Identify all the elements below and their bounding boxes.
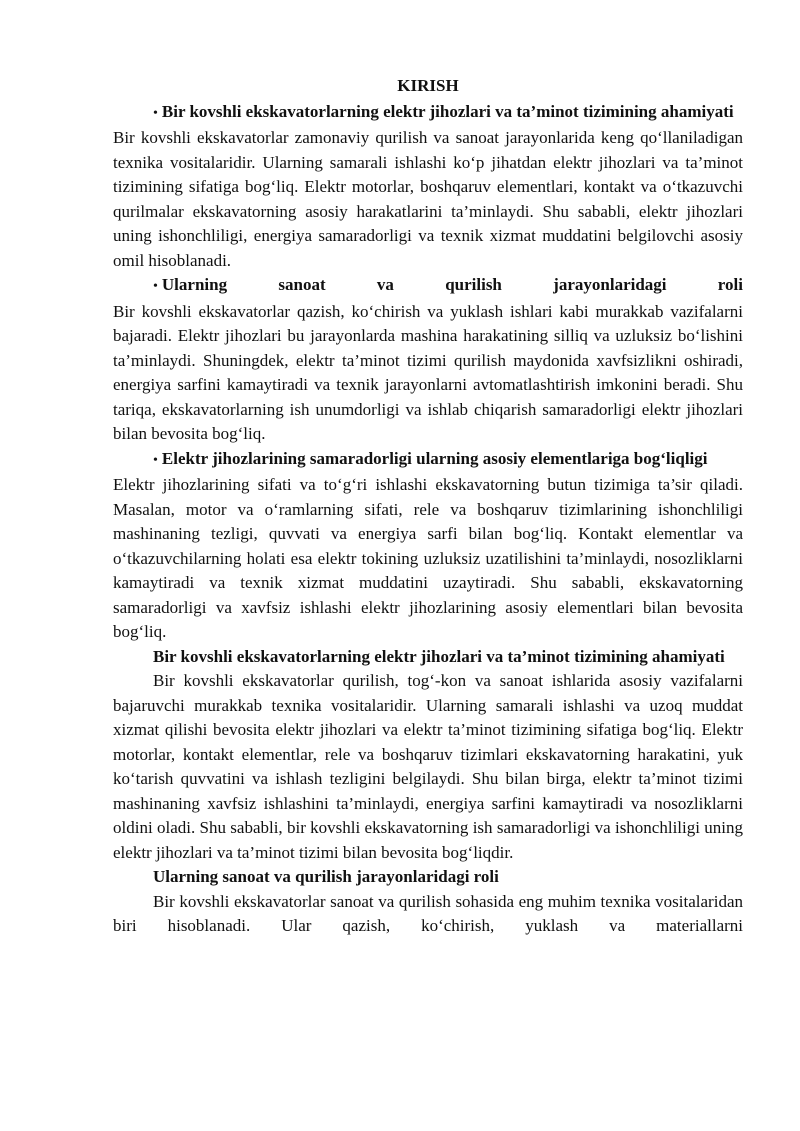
section-body-2: Bir kovshli ekskavatorlar qazish, ko‘chirish va yuklash ishlari kabi murakkab vazifalarni bajaradi. Elektr jihozlari bu jarayonlarda mashina harakatining silliq va uzluksiz bo‘lishini ta’minlaydi. Shuningdek, elektr ta’minot tizimi qurilish maydonida xavfsizlikni oshiradi, energiya sarfini kamaytiradi va texnik jarayonlarni avtomatlashtirish imkonini beradi. Shu tariqa, ekskavatorlarning ish unumdorligi va ishlab chiqarish samaradorligi elektr jihozlari bilan bevosita bog‘liq.	[113, 301, 743, 443]
subsection-heading-1: Bir kovshli ekskavatorlarning elektr jihozlari va ta’minot tizimining ahamiyati	[153, 646, 725, 666]
section-heading-2: • Ularning sanoat va qurilish jarayonlaridagi roli	[113, 273, 743, 300]
subsection-body-2: Bir kovshli ekskavatorlar sanoat va qurilish sohasida eng muhim texnika vositalaridan biri hisoblanadi. Ular qazish, ko‘chirish, yuklash va materiallarni	[113, 891, 743, 935]
subsection-heading-2: Ularning sanoat va qurilish jarayonlaridagi roli	[153, 867, 499, 886]
section-body-1: Bir kovshli ekskavatorlar zamonaviy qurilish va sanoat jarayonlarida keng qo‘llaniladigan texnika vositalaridir. Ularning samarali ishlashi ko‘p jihatdan elektr jihozlari va ta’minot tizimining sifatiga bog‘liq. Elektr motorlar, boshqaruv elementlari, kontakt va o‘tkazuvchi qurilmalar ekskavatorning asosiy harakatlarini ta’minlaydi. Shu sababli, elektr jihozlari uning ishonchliligi, energiya samaradorligi va texnik xizmat muddatini belgilovchi asosiy omil hisoblanadi.	[113, 128, 743, 270]
section-heading-3: • Elektr jihozlarining samaradorligi ularning asosiy elementlariga bog‘liqligi	[113, 447, 743, 474]
subsection-body-1: Bir kovshli ekskavatorlar qurilish, tog‘-kon va sanoat ishlarida asosiy vazifalarni bajaruvchi murakkab texnika vositalaridir. Ularning samarali ishlashi va uzoq muddat xizmat qilishi bevosita elektr jihozlari va elektr ta’minot tizimining sifatiga bog‘liq. Elektr motorlar, kontakt elementlar, rele va boshqaruv tizimlari ekskavatorning harakatini, yuk ko‘tarish quvvatini va ishlash tezligini belgilaydi. Shu bilan birga, elektr ta’minot tizimi mashinaning xavfsiz ishlashini ta’minlaydi, energiya sarfini kamaytiradi va nosozliklarni oldini oladi. Shu sababli, bir kovshli ekskavatorning ish samaradorligi va ishonchliligi uning elektr jihozlari va ta’minot tizimi bilan bevosita bog‘liqdir.	[113, 671, 743, 862]
document-page	[113, 74, 743, 939]
section-heading-1: • Bir kovshli ekskavatorlarning elektr jihozlari va ta’minot tizimining ahamiyati	[113, 100, 743, 127]
section-body-3: Elektr jihozlarining sifati va to‘g‘ri ishlashi ekskavatorning butun tizimiga ta’sir qiladi. Masalan, motor va o‘ramlarning sifati, rele va boshqaruv tizimlarining ishonchliligi mashinaning tezligi, quvvati va energiya sarfi bilan bog‘liq. Kontakt elementlar va o‘tkazuvchilarning holati esa elektr tokining uzluksiz uzatilishini ta’minlaydi, nosozliklarni kamaytiradi va texnik xizmat muddatini uzaytiradi. Shu sababli, ekskavatorning samaradorligi va xavfsiz ishlashi elektr jihozlarining asosiy elementlari bilan bevosita bog‘liq.	[113, 475, 743, 641]
page-title: KIRISH	[397, 76, 459, 95]
